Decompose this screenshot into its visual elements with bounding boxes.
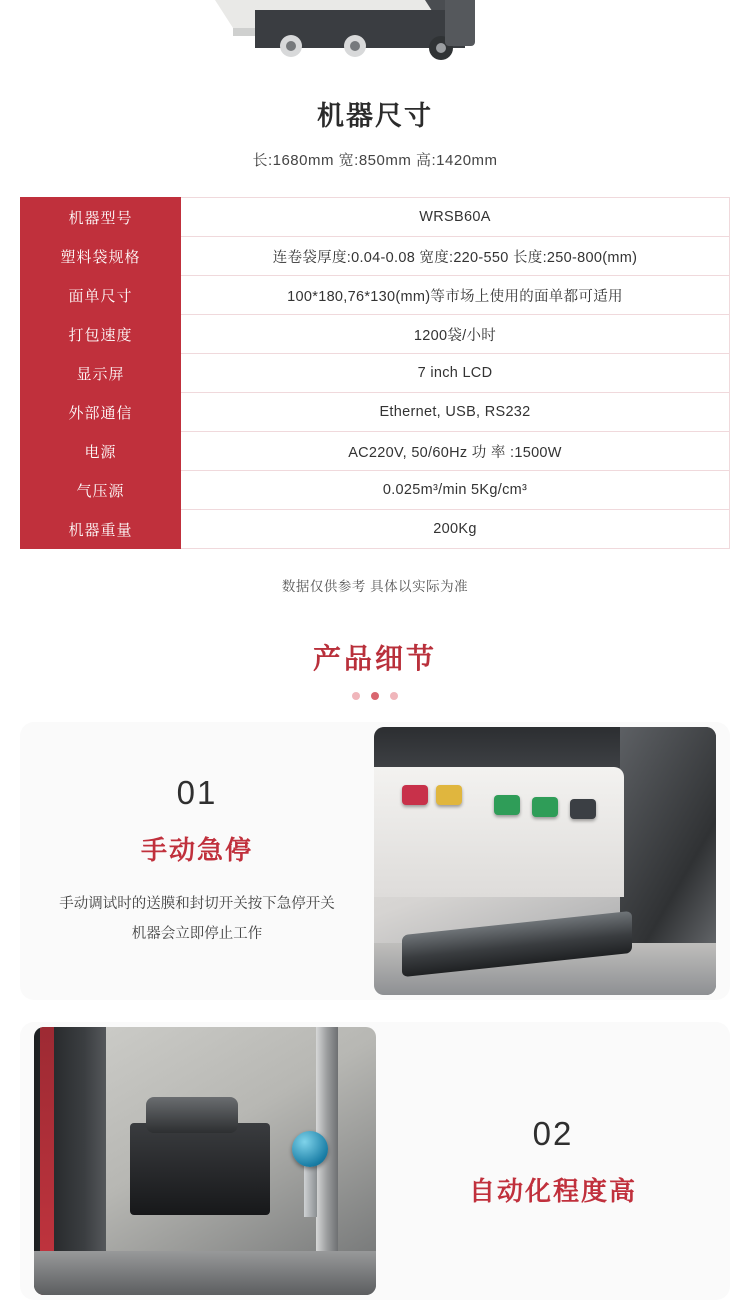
spec-label: 机器型号 [21, 198, 181, 237]
feature-description-line1: 手动调试时的送膜和封切开关按下急停开关 [59, 895, 335, 912]
spec-label: 显示屏 [21, 354, 181, 393]
feature-card-01 [20, 722, 730, 1000]
dimensions-title: 机器尺寸 [317, 101, 433, 131]
yellow-button-icon [436, 785, 462, 805]
page-title: 产品细节 [312, 643, 437, 674]
spec-value: 1200袋/小时 [181, 315, 730, 354]
spec-value: 7 inch LCD [181, 354, 730, 393]
spec-value: 100*180,76*130(mm)等市场上使用的面单都可适用 [181, 276, 730, 315]
spec-value: WRSB60A [181, 198, 730, 237]
black-button-icon [570, 799, 596, 819]
green-button-icon [494, 795, 520, 815]
carousel-dots [0, 692, 750, 700]
spec-table [20, 197, 730, 549]
photo-box [130, 1123, 270, 1215]
green-button-icon [532, 797, 558, 817]
internal-mechanism-photo [34, 1027, 376, 1295]
hero-photo [0, 0, 750, 86]
table-row [21, 354, 730, 393]
photo-base [34, 1251, 376, 1295]
spec-label: 电源 [21, 432, 181, 471]
feature-card-02 [20, 1022, 730, 1300]
feature-title: 自动化程度高 [468, 1175, 637, 1206]
packaging-machine-photo [195, 0, 555, 86]
spec-value: 0.025m³/min 5Kg/cm³ [181, 471, 730, 510]
table-row [21, 276, 730, 315]
feature-number: 01 [176, 773, 218, 811]
spec-label: 机器重量 [21, 510, 181, 549]
table-row [21, 471, 730, 510]
feature-title: 手动急停 [140, 834, 253, 865]
table-row [21, 237, 730, 276]
spec-value: Ethernet, USB, RS232 [181, 393, 730, 432]
photo-motor [146, 1097, 238, 1133]
table-row [21, 315, 730, 354]
spec-label: 外部通信 [21, 393, 181, 432]
feature-description-line2: 机器会立即停止工作 [131, 925, 263, 942]
dimensions-subtitle: 长:1680mm 宽:850mm 高:1420mm [252, 152, 498, 169]
spec-value: AC220V, 50/60Hz 功 率 :1500W [181, 432, 730, 471]
table-row [21, 510, 730, 549]
carousel-dot [390, 692, 398, 700]
feature-description [34, 889, 360, 949]
feature-text-01 [20, 774, 374, 949]
spec-value: 200Kg [181, 510, 730, 549]
carousel-dot [352, 692, 360, 700]
control-buttons-photo [374, 727, 716, 995]
table-row [21, 432, 730, 471]
blue-knob-icon [292, 1131, 328, 1167]
carousel-dot-active [371, 692, 379, 700]
spec-table-note: 数据仅供参考 具体以实际为准 [281, 579, 469, 594]
spec-label: 打包速度 [21, 315, 181, 354]
spec-label: 气压源 [21, 471, 181, 510]
spec-label: 塑料袋规格 [21, 237, 181, 276]
spec-value: 连卷袋厚度:0.04-0.08 宽度:220-550 长度:250-800(mm) [181, 237, 730, 276]
table-row [21, 198, 730, 237]
table-row [21, 393, 730, 432]
spec-table-body [21, 198, 730, 549]
feature-number: 02 [532, 1114, 574, 1152]
red-button-icon [402, 785, 428, 805]
spec-label: 面单尺寸 [21, 276, 181, 315]
